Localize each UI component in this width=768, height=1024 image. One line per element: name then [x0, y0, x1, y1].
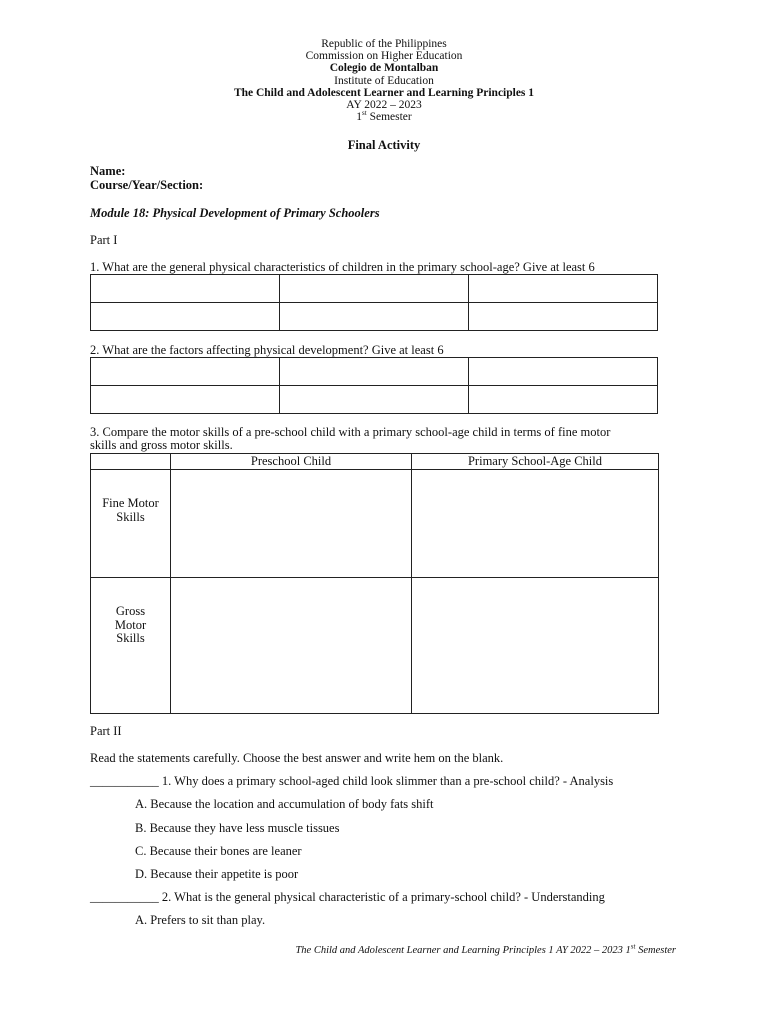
document-header — [0, 38, 768, 123]
answer-grid-q1 — [90, 274, 658, 331]
answer-grid-q2 — [90, 357, 658, 414]
row-label-line: Skills — [116, 509, 145, 524]
answer-cell[interactable] — [91, 386, 280, 414]
question-1: 1. What are the general physical characteristics of children in the primary school-age? Give at least 6 — [90, 260, 595, 274]
row-label-line: Fine Motor — [102, 496, 159, 510]
row-label-line: Motor — [114, 617, 147, 632]
header-academic-year: AY 2022 – 2023 — [346, 99, 422, 112]
answer-cell[interactable] — [469, 358, 658, 386]
question-text: 1. Why does a primary school-aged child look slimmer than a pre-school child? - Analysis — [161, 774, 614, 788]
question-2: 2. What are the factors affecting physical development? Give at least 6 — [90, 343, 444, 357]
q2-option-a: A. Prefers to sit than play. — [135, 913, 266, 927]
answer-cell[interactable] — [280, 358, 469, 386]
corner-cell — [91, 454, 171, 470]
answer-cell[interactable] — [469, 386, 658, 414]
answer-cell[interactable] — [280, 303, 469, 331]
row-label-gross-motor — [91, 578, 171, 714]
answer-cell[interactable] — [91, 275, 280, 303]
answer-cell[interactable] — [469, 275, 658, 303]
part2-question-1 — [90, 775, 613, 788]
page-title: Final Activity — [347, 138, 421, 152]
header-institute: Institute of Education — [334, 74, 434, 87]
part2-question-2 — [90, 891, 605, 904]
answer-cell[interactable] — [171, 470, 412, 578]
page-footer — [295, 942, 676, 956]
answer-blank[interactable]: ___________ — [90, 774, 159, 788]
header-semester: 1st Semester — [356, 109, 412, 124]
question-text: 2. What is the general physical characteristic of a primary-school child? - Understanding — [161, 890, 605, 904]
part2-instructions: Read the statements carefully. Choose the best answer and write hem on the blank. — [90, 751, 504, 765]
col-header-primary-school-age: Primary School-Age Child — [412, 454, 659, 470]
part1-label: Part I — [90, 233, 118, 247]
answer-cell[interactable] — [412, 578, 659, 714]
motor-skills-compare-table — [90, 453, 659, 714]
question-3-line1: 3. Compare the motor skills of a pre-school child with a primary school-age child in terms of fine motor — [90, 425, 611, 439]
answer-blank[interactable]: ___________ — [90, 890, 159, 904]
q1-option-c: C. Because their bones are leaner — [135, 844, 302, 858]
header-college: Colegio de Montalban — [329, 62, 439, 75]
footer-text: The Child and Adolescent Learner and Learning Principles 1 AY 2022 – 2023 1 — [295, 945, 631, 956]
row-label-line: Skills — [116, 631, 145, 645]
footer-tail: Semester — [635, 945, 676, 956]
header-course-title: The Child and Adolescent Learner and Learning Principles 1 — [233, 86, 535, 99]
answer-cell[interactable] — [171, 578, 412, 714]
answer-cell[interactable] — [91, 303, 280, 331]
row-label-line: Gross — [115, 604, 146, 618]
answer-cell[interactable] — [91, 358, 280, 386]
row-label-fine-motor — [91, 470, 171, 578]
header-republic: Republic of the Philippines — [321, 38, 447, 50]
q1-option-a: A. Because the location and accumulation of body fats shift — [135, 797, 434, 811]
answer-cell[interactable] — [280, 386, 469, 414]
answer-cell[interactable] — [412, 470, 659, 578]
footer-sup: st — [630, 942, 636, 951]
answer-cell[interactable] — [280, 275, 469, 303]
q1-option-d: D. Because their appetite is poor — [135, 867, 299, 881]
answer-cell[interactable] — [469, 303, 658, 331]
name-label: Name: — [90, 164, 126, 178]
module-title: Module 18: Physical Development of Primary Schoolers — [90, 206, 380, 220]
part2-label: Part II — [90, 724, 122, 738]
q1-option-b: B. Because they have less muscle tissues — [135, 821, 340, 835]
question-3-line2: skills and gross motor skills. — [90, 438, 233, 452]
col-header-preschool: Preschool Child — [171, 454, 412, 470]
course-year-section-label: Course/Year/Section: — [90, 178, 204, 192]
header-commission: Commission on Higher Education — [305, 50, 463, 63]
